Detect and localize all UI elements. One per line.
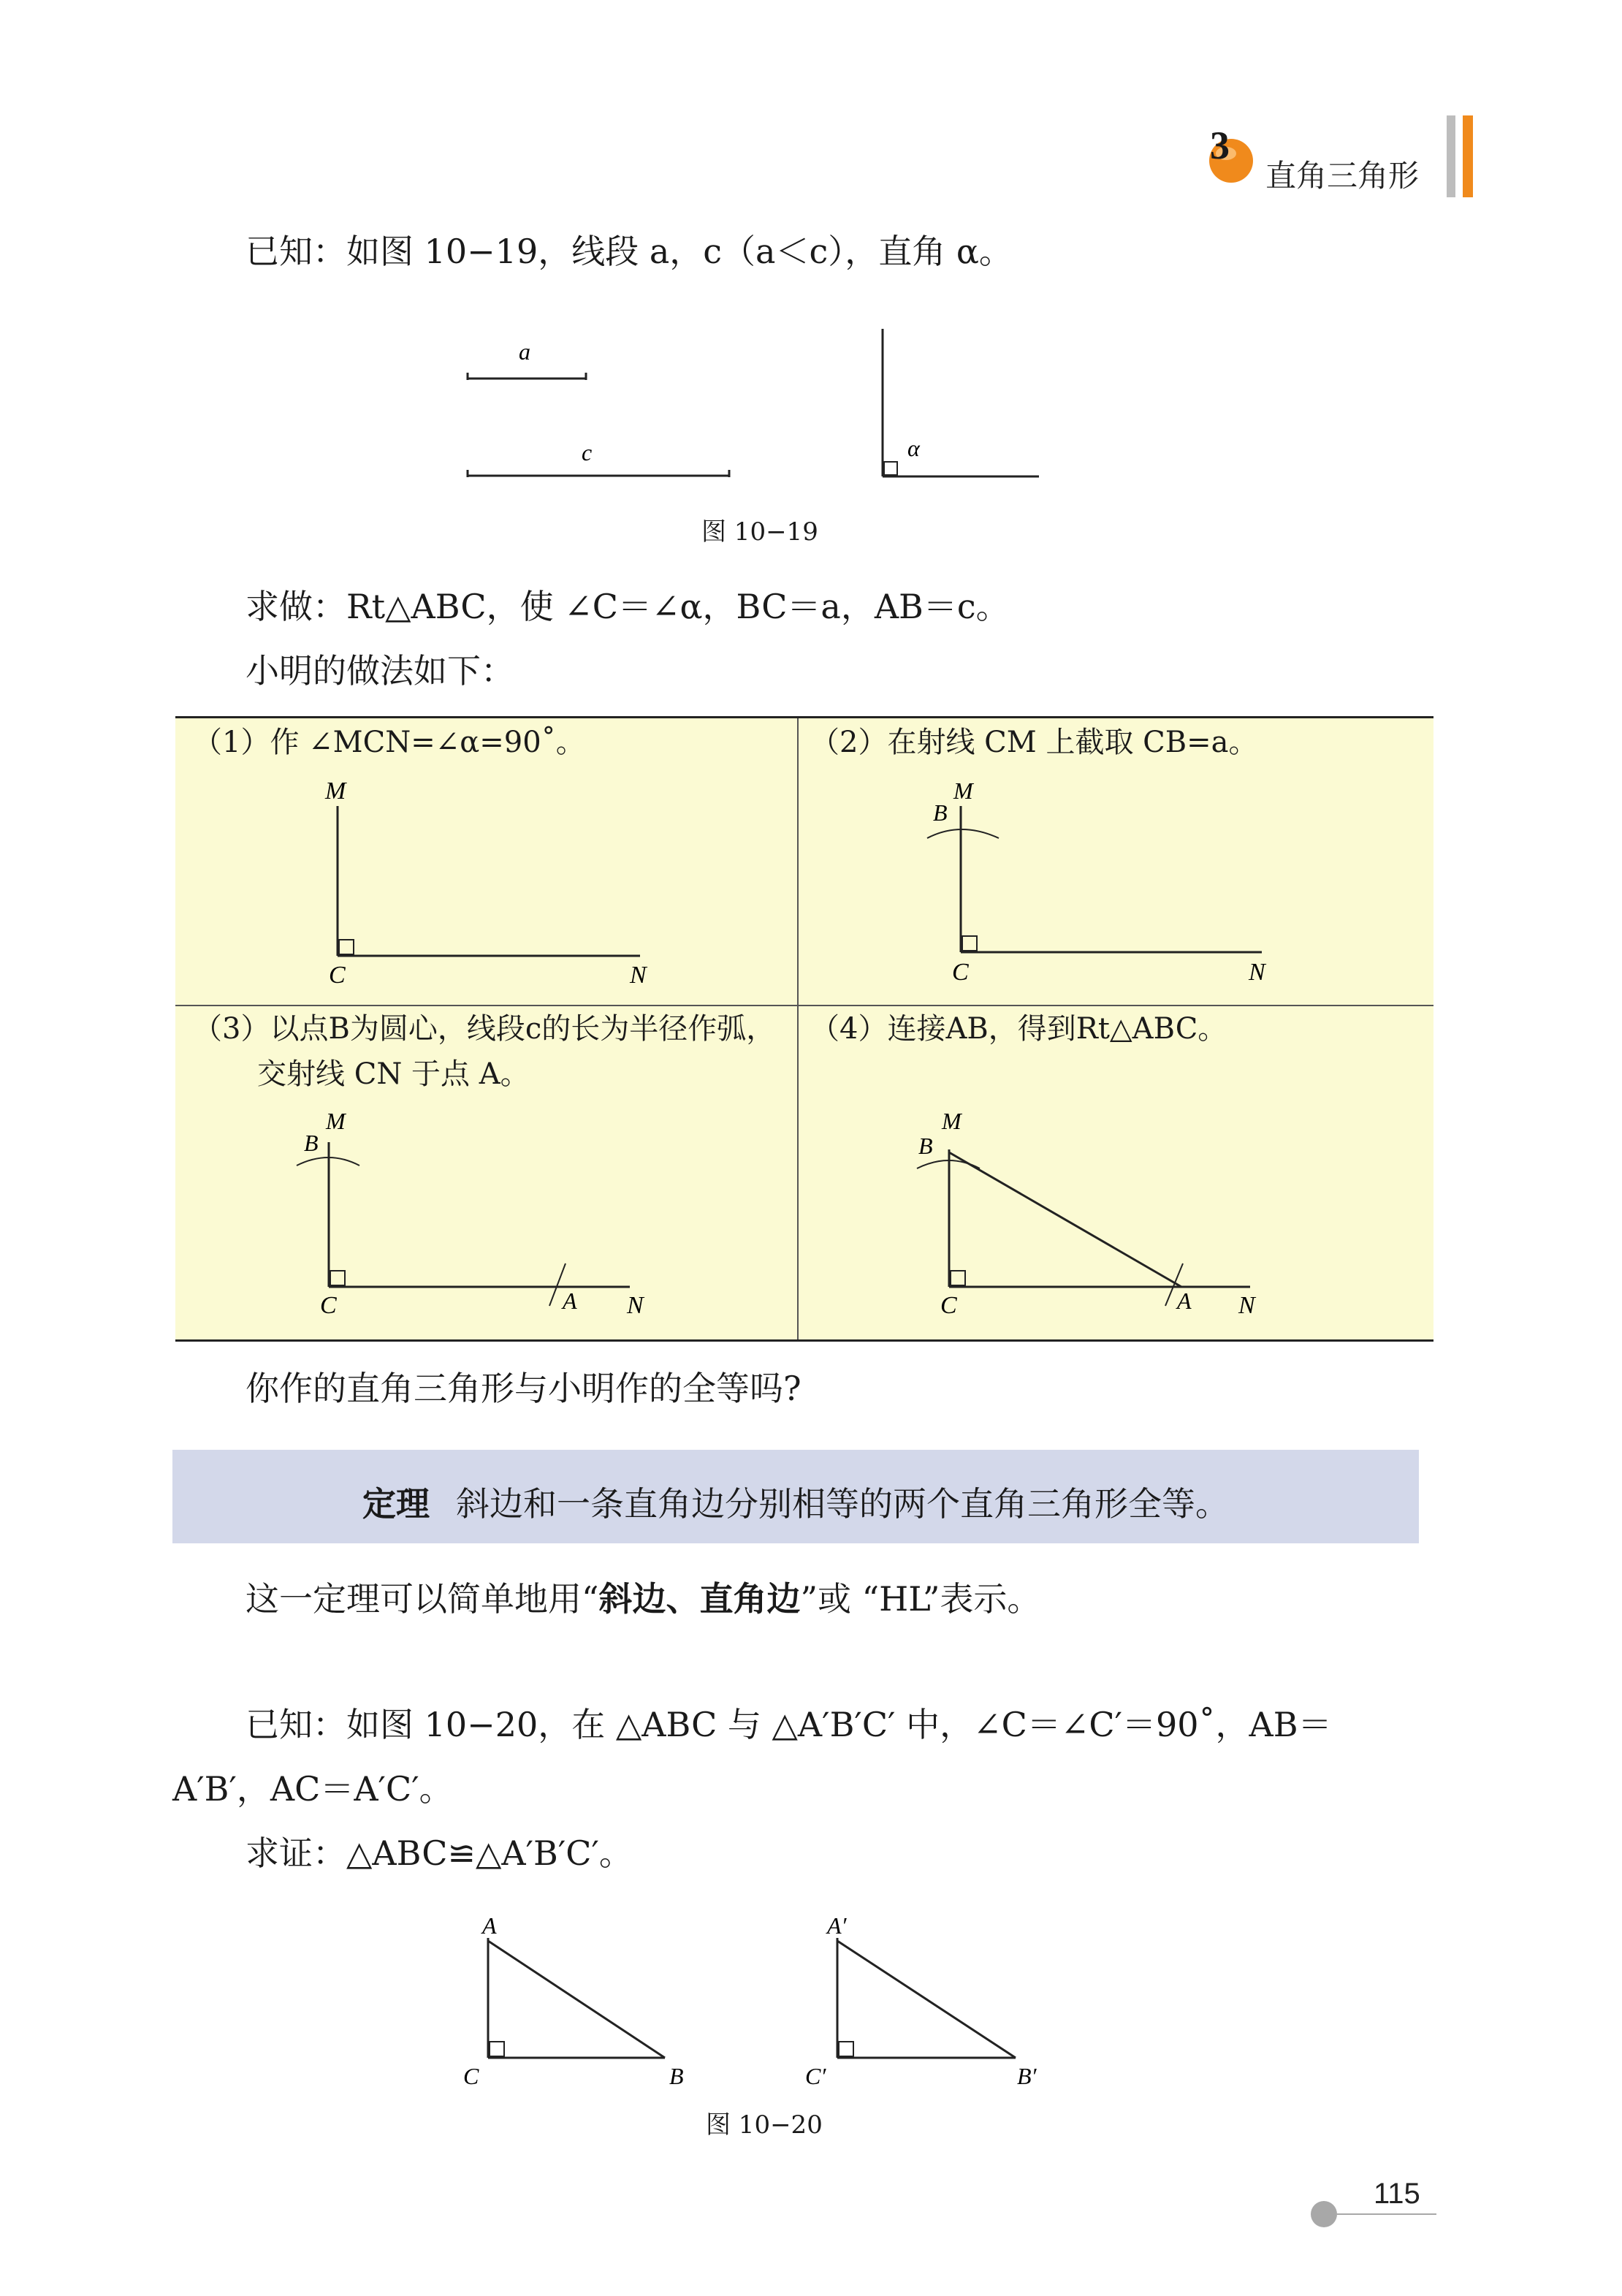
triangle1-label-b: B [669, 2063, 684, 2089]
step-4-label-b: B [918, 1133, 933, 1159]
hl-note-bold: 斜边、直角边 [598, 1579, 801, 1619]
hl-note-suffix: ”或 “HL”表示。 [800, 1579, 1041, 1619]
hl-note-prefix: 这一定理可以简单地用“ [245, 1579, 599, 1619]
step-2-text: （2）在射线 CM 上截取 CB=a。 [810, 726, 1258, 759]
prove-paragraph: 求证：△ABC≌△A′B′C′。 [245, 1833, 633, 1873]
theorem-box [172, 1450, 1419, 1543]
step-2-diagram [799, 718, 1433, 1005]
given-paragraph-1: 已知：如图 10−19，线段 a，c（a＜c），直角 α。 [245, 232, 1013, 271]
step-3-diagram [175, 1006, 797, 1339]
step-4-text: （4）连接AB，得到Rt△ABC。 [810, 1012, 1227, 1046]
angle-alpha-label: α [907, 435, 920, 461]
step-4-cell [799, 1006, 1433, 1339]
segment-c-label: c [582, 439, 593, 465]
step-1-text: （1）作 ∠MCN=∠α=90˚。 [193, 726, 585, 759]
step-2-label-c: C [952, 959, 969, 986]
figure-caption-10-19: 图 10−19 [701, 517, 818, 547]
step-3-label-a: A [563, 1288, 577, 1314]
task-paragraph: 求做：Rt△ABC，使 ∠C＝∠α，BC＝a，AB＝c。 [245, 587, 1010, 626]
triangle2-label-b: B′ [1017, 2063, 1037, 2089]
chapter-title: 直角三角形 [1265, 158, 1420, 194]
step-1-cell [175, 718, 797, 1005]
triangle1-label-a: A [482, 1912, 497, 1939]
chapter-header [1191, 110, 1483, 205]
step-2-cell [799, 718, 1433, 1005]
theorem-text: 斜边和一条直角边分别相等的两个直角三角形全等。 [456, 1484, 1229, 1524]
chapter-number: 3 [1210, 123, 1230, 167]
triangle2-label-c: C′ [805, 2063, 826, 2089]
step-4-label-a: A [1177, 1288, 1192, 1314]
step-4-label-n: N [1238, 1292, 1255, 1319]
page-number: 115 [1374, 2178, 1420, 2210]
theorem-statement [172, 1478, 1419, 1526]
step-3-label-c: C [320, 1292, 337, 1319]
step-3-text-line-1: （3）以点B为圆心，线段c的长为半径作弧， [193, 1012, 776, 1046]
step-3-text-line-2: 交射线 CN 于点 A。 [257, 1057, 530, 1091]
step-4-label-m: M [942, 1108, 962, 1134]
step-1-diagram [175, 718, 797, 1005]
theorem-label: 定理 [362, 1484, 430, 1524]
step-2-label-n: N [1249, 959, 1265, 986]
triangle1-label-c: C [463, 2063, 479, 2089]
step-1-label-m: M [325, 778, 346, 805]
step-4-label-c: C [940, 1292, 957, 1319]
construction-steps-table [175, 716, 1433, 1342]
step-3-label-m: M [326, 1108, 346, 1134]
step-1-label-c: C [329, 962, 346, 989]
triangle2-label-a: A′ [827, 1912, 847, 1939]
step-3-cell [175, 1006, 797, 1339]
hl-note-paragraph [245, 1577, 1040, 1621]
step-2-label-b: B [933, 799, 948, 826]
figure-10-20 [438, 1900, 1096, 2105]
step-3-label-b: B [304, 1130, 319, 1156]
segment-a-label: a [519, 338, 530, 365]
step-1-label-n: N [630, 962, 647, 989]
intro-paragraph: 小明的做法如下： [245, 651, 514, 691]
step-4-diagram [799, 1006, 1433, 1339]
given-paragraph-2-line-1: 已知：如图 10−20，在 △ABC 与 △A′B′C′ 中，∠C＝∠C′＝90˚，AB＝ [245, 1705, 1332, 1744]
step-2-label-m: M [953, 778, 973, 804]
given-paragraph-2-line-2: A′B′，AC＝A′C′。 [172, 1769, 453, 1809]
question-paragraph: 你作的直角三角形与小明作的全等吗? [245, 1369, 802, 1408]
figure-caption-10-20: 图 10−20 [706, 2110, 823, 2140]
step-3-label-n: N [627, 1292, 644, 1319]
figure-10-19 [438, 314, 1067, 490]
